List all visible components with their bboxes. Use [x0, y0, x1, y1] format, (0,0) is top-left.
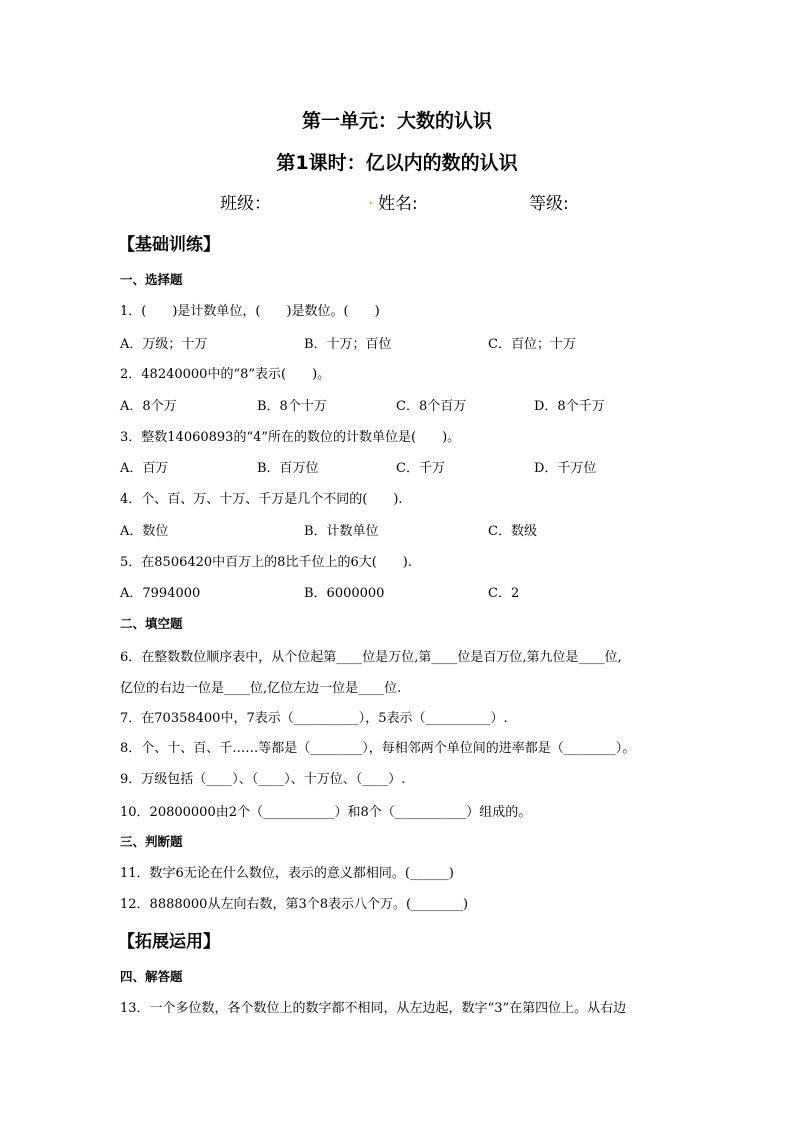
question-2: 2．48240000中的“8”表示( )。 [120, 367, 331, 382]
subsection-fill-blank: 二、填空题 [120, 616, 183, 631]
subsection-answer: 四、解答题 [120, 969, 183, 984]
section-extend-application: 【拓展运用】 [118, 932, 220, 952]
grade-label: 等级: [529, 194, 569, 214]
question-10: 10．20800000由2个（___________）和8个（___________）组成的。 [120, 805, 532, 820]
q1-option-c: C．百位；十万 [488, 337, 576, 352]
class-label: 班级： [220, 194, 271, 214]
q1-option-b: B．十万；百位 [304, 337, 392, 352]
q3-option-b: B．百万位 [257, 461, 319, 476]
q3-option-c: C．千万 [396, 461, 445, 476]
name-label: 姓名: [378, 194, 418, 214]
q2-option-c: C．8个百万 [396, 399, 467, 414]
q3-option-d: D．千万位 [534, 461, 597, 476]
question-6-line-2: 亿位的右边一位是____位,亿位左边一位是____位. [120, 681, 402, 696]
question-5: 5．在8506420中百万上的8比千位上的6大( ). [120, 555, 412, 570]
q3-option-a: A．百万 [120, 461, 169, 476]
question-11: 11．数字6无论在什么数位，表示的意义都相同。(______) [120, 866, 454, 881]
q4-option-b: B．计数单位 [304, 524, 379, 539]
q2-option-d: D．8个千万 [534, 399, 605, 414]
question-4: 4．个、百、万、十万、千万是几个不同的( ). [120, 492, 403, 507]
question-3: 3．整数14060893的“4”所在的数位的计数单位是( )。 [120, 430, 461, 445]
name-dot-mark: . [368, 189, 374, 209]
q1-option-a: A．万级；十万 [120, 337, 208, 352]
question-6-line-1: 6．在整数数位顺序表中，从个位起第____位是万位,第____位是百万位,第九位是____位, [120, 650, 622, 665]
question-8: 8．个、十、百、千……等都是（________），每相邻两个单位间的进率都是（________）。 [120, 741, 636, 756]
q4-option-a: A．数位 [120, 524, 169, 539]
page-subtitle: 第1课时：亿以内的数的认识 [276, 152, 518, 174]
question-12: 12．8888000从左向右数，第3个8表示八个万。(________) [120, 897, 469, 912]
question-9: 9．万级包括（____）、（____）、十万位、（____）. [120, 772, 406, 787]
q4-option-c: C．数级 [488, 524, 537, 539]
question-7: 7．在70358400中，7表示（__________），5表示（__________）. [120, 711, 508, 726]
question-13: 13．一个多位数，各个数位上的数字都不相同，从左边起，数字“3”在第四位上。从右边 [120, 1001, 627, 1016]
section-basic-training: 【基础训练】 [118, 235, 220, 255]
subsection-judge: 三、判断题 [120, 834, 183, 849]
page-title: 第一单元：大数的认识 [301, 110, 492, 132]
q5-option-a: A．7994000 [120, 586, 201, 601]
q2-option-a: A．8个万 [120, 399, 177, 414]
subsection-choice: 一、选择题 [120, 272, 183, 287]
question-1: 1．( )是计数单位，( )是数位。( ) [120, 304, 380, 319]
q5-option-b: B．6000000 [304, 586, 385, 601]
q5-option-c: C．2 [488, 586, 520, 601]
q2-option-b: B．8个十万 [257, 399, 327, 414]
